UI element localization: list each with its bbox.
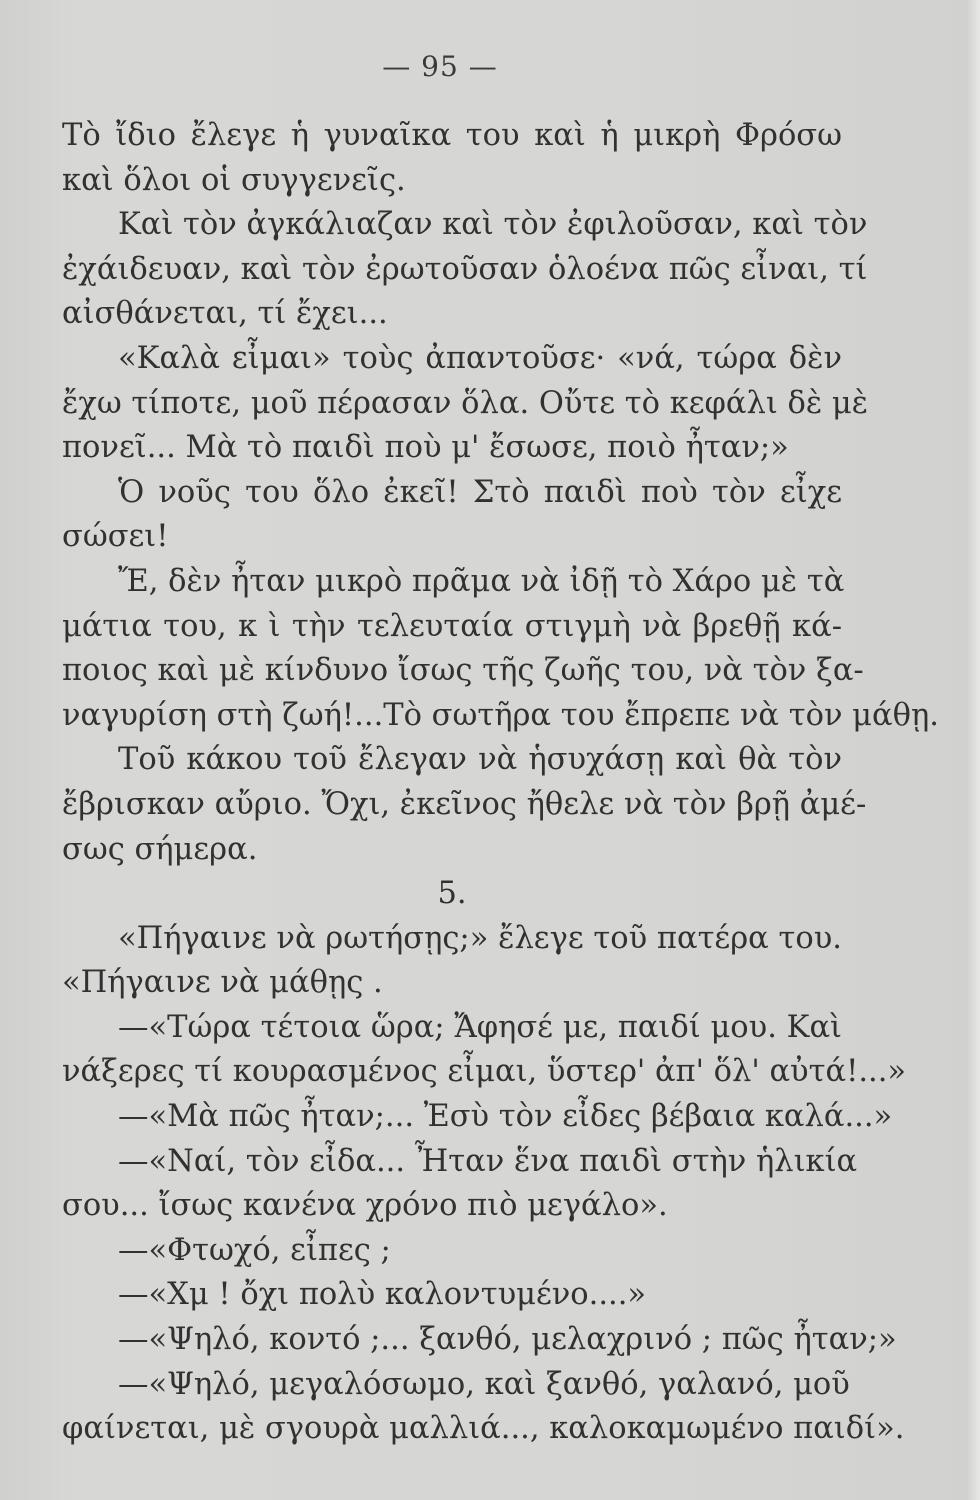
page-edge xyxy=(966,0,980,1500)
text-line: σως σήμερα. xyxy=(62,831,258,867)
text-line: φαίνεται, μὲ σγουρὰ μαλλιά..., καλοκαμωμένο παιδί». xyxy=(62,1411,905,1447)
text-line: «Πήγαινε νὰ ρωτήσῃς;» ἔλεγε τοῦ πατέρα του. xyxy=(118,920,842,956)
text-line: σου... ἴσως κανένα χρόνο πιὸ μεγάλο». xyxy=(62,1188,668,1224)
text-line: πονεῖ... Μὰ τὸ παιδὶ ποὺ μ' ἔσωσε, ποιὸ ἦταν;» xyxy=(62,430,789,466)
text-line: ποιος καὶ μὲ κίνδυνο ἴσως τῆς ζωῆς του, νὰ τὸν ξα- xyxy=(62,653,864,689)
text-line: —«Μὰ πῶς ἦταν;... Ἐσὺ τὸν εἶδες βέβαια καλά...» xyxy=(118,1099,893,1135)
text-line: —«Τώρα τέτοια ὥρα; Ἄφησέ με, παιδί μου. Καὶ xyxy=(118,1009,842,1045)
text-line: ἔχω τίποτε, μοῦ πέρασαν ὅλα. Οὔτε τὸ κεφάλι δὲ μὲ xyxy=(62,385,869,421)
text-line: —«Ναί, τὸν εἶδα... Ἦταν ἕνα παιδὶ στὴν ἡλικία xyxy=(118,1143,858,1179)
text-line: Τοῦ κάκου τοῦ ἔλεγαν νὰ ἡσυχάσῃ καὶ θὰ τὸν xyxy=(118,742,842,778)
text-line: —«Φτωχό, εἶπες ; xyxy=(118,1232,391,1268)
text-line: μάτια του, κ ὶ τὴν τελευταία στιγμὴ νὰ βρεθῇ κά- xyxy=(62,608,842,644)
text-line: Τὸ ἴδιο ἔλεγε ἡ γυναῖκα του καὶ ἡ μικρὴ Φρόσω xyxy=(62,118,842,153)
page-text xyxy=(62,114,939,1452)
text-line: «Πήγαινε νὰ μάθῃς . xyxy=(62,965,383,1001)
text-line: σώσει! xyxy=(62,519,169,555)
text-line: αἰσθάνεται, τί ἔχει... xyxy=(62,296,388,332)
text-line: Ἔ, δὲν ἦταν μικρὸ πρᾶμα νὰ ἰδῇ τὸ Χάρο μὲ τὰ xyxy=(118,563,845,599)
text-line: ἔβρισκαν αὔριο. Ὄχι, ἐκεῖνος ἤθελε νὰ τὸν βρῇ ἀμέ- xyxy=(62,786,867,822)
text-line: νάξερες τί κουρασμένος εἶμαι, ὕστερ' ἀπ' ὅλ' αὐτά!...» xyxy=(62,1054,907,1090)
text-line: καὶ ὅλοι οἱ συγγενεῖς. xyxy=(62,162,406,198)
text-line: Ὁ νοῦς του ὅλο ἐκεῖ! Στὸ παιδὶ ποὺ τὸν εἶχε xyxy=(118,474,842,510)
text-line: —«Ψηλό, μεγαλόσωμο, καὶ ξανθό, γαλανό, μοῦ xyxy=(118,1366,850,1402)
text-line: ναγυρίση στὴ ζωή!...Τὸ σωτῆρα του ἔπρεπε νὰ τὸν μάθῃ. xyxy=(62,697,939,733)
section-number: 5. xyxy=(437,876,467,912)
text-line: «Καλὰ εἶμαι» τοὺς ἀπαντοῦσε· «νά, τώρα δὲν xyxy=(118,340,842,376)
page-number: — 95 — xyxy=(382,50,498,83)
text-line: —«Χμ ! ὄχι πολὺ καλοντυμένο....» xyxy=(118,1277,647,1313)
text-line: Καὶ τὸν ἀγκάλιαζαν καὶ τὸν ἐφιλοῦσαν, καὶ τὸν xyxy=(118,207,868,243)
text-line: —«Ψηλό, κοντό ;... ξανθό, μελαχρινό ; πῶς ἦταν;» xyxy=(118,1322,897,1358)
text-line: ἐχάιδευαν, καὶ τὸν ἐρωτοῦσαν ὁλοένα πῶς εἶναι, τί xyxy=(62,251,868,287)
